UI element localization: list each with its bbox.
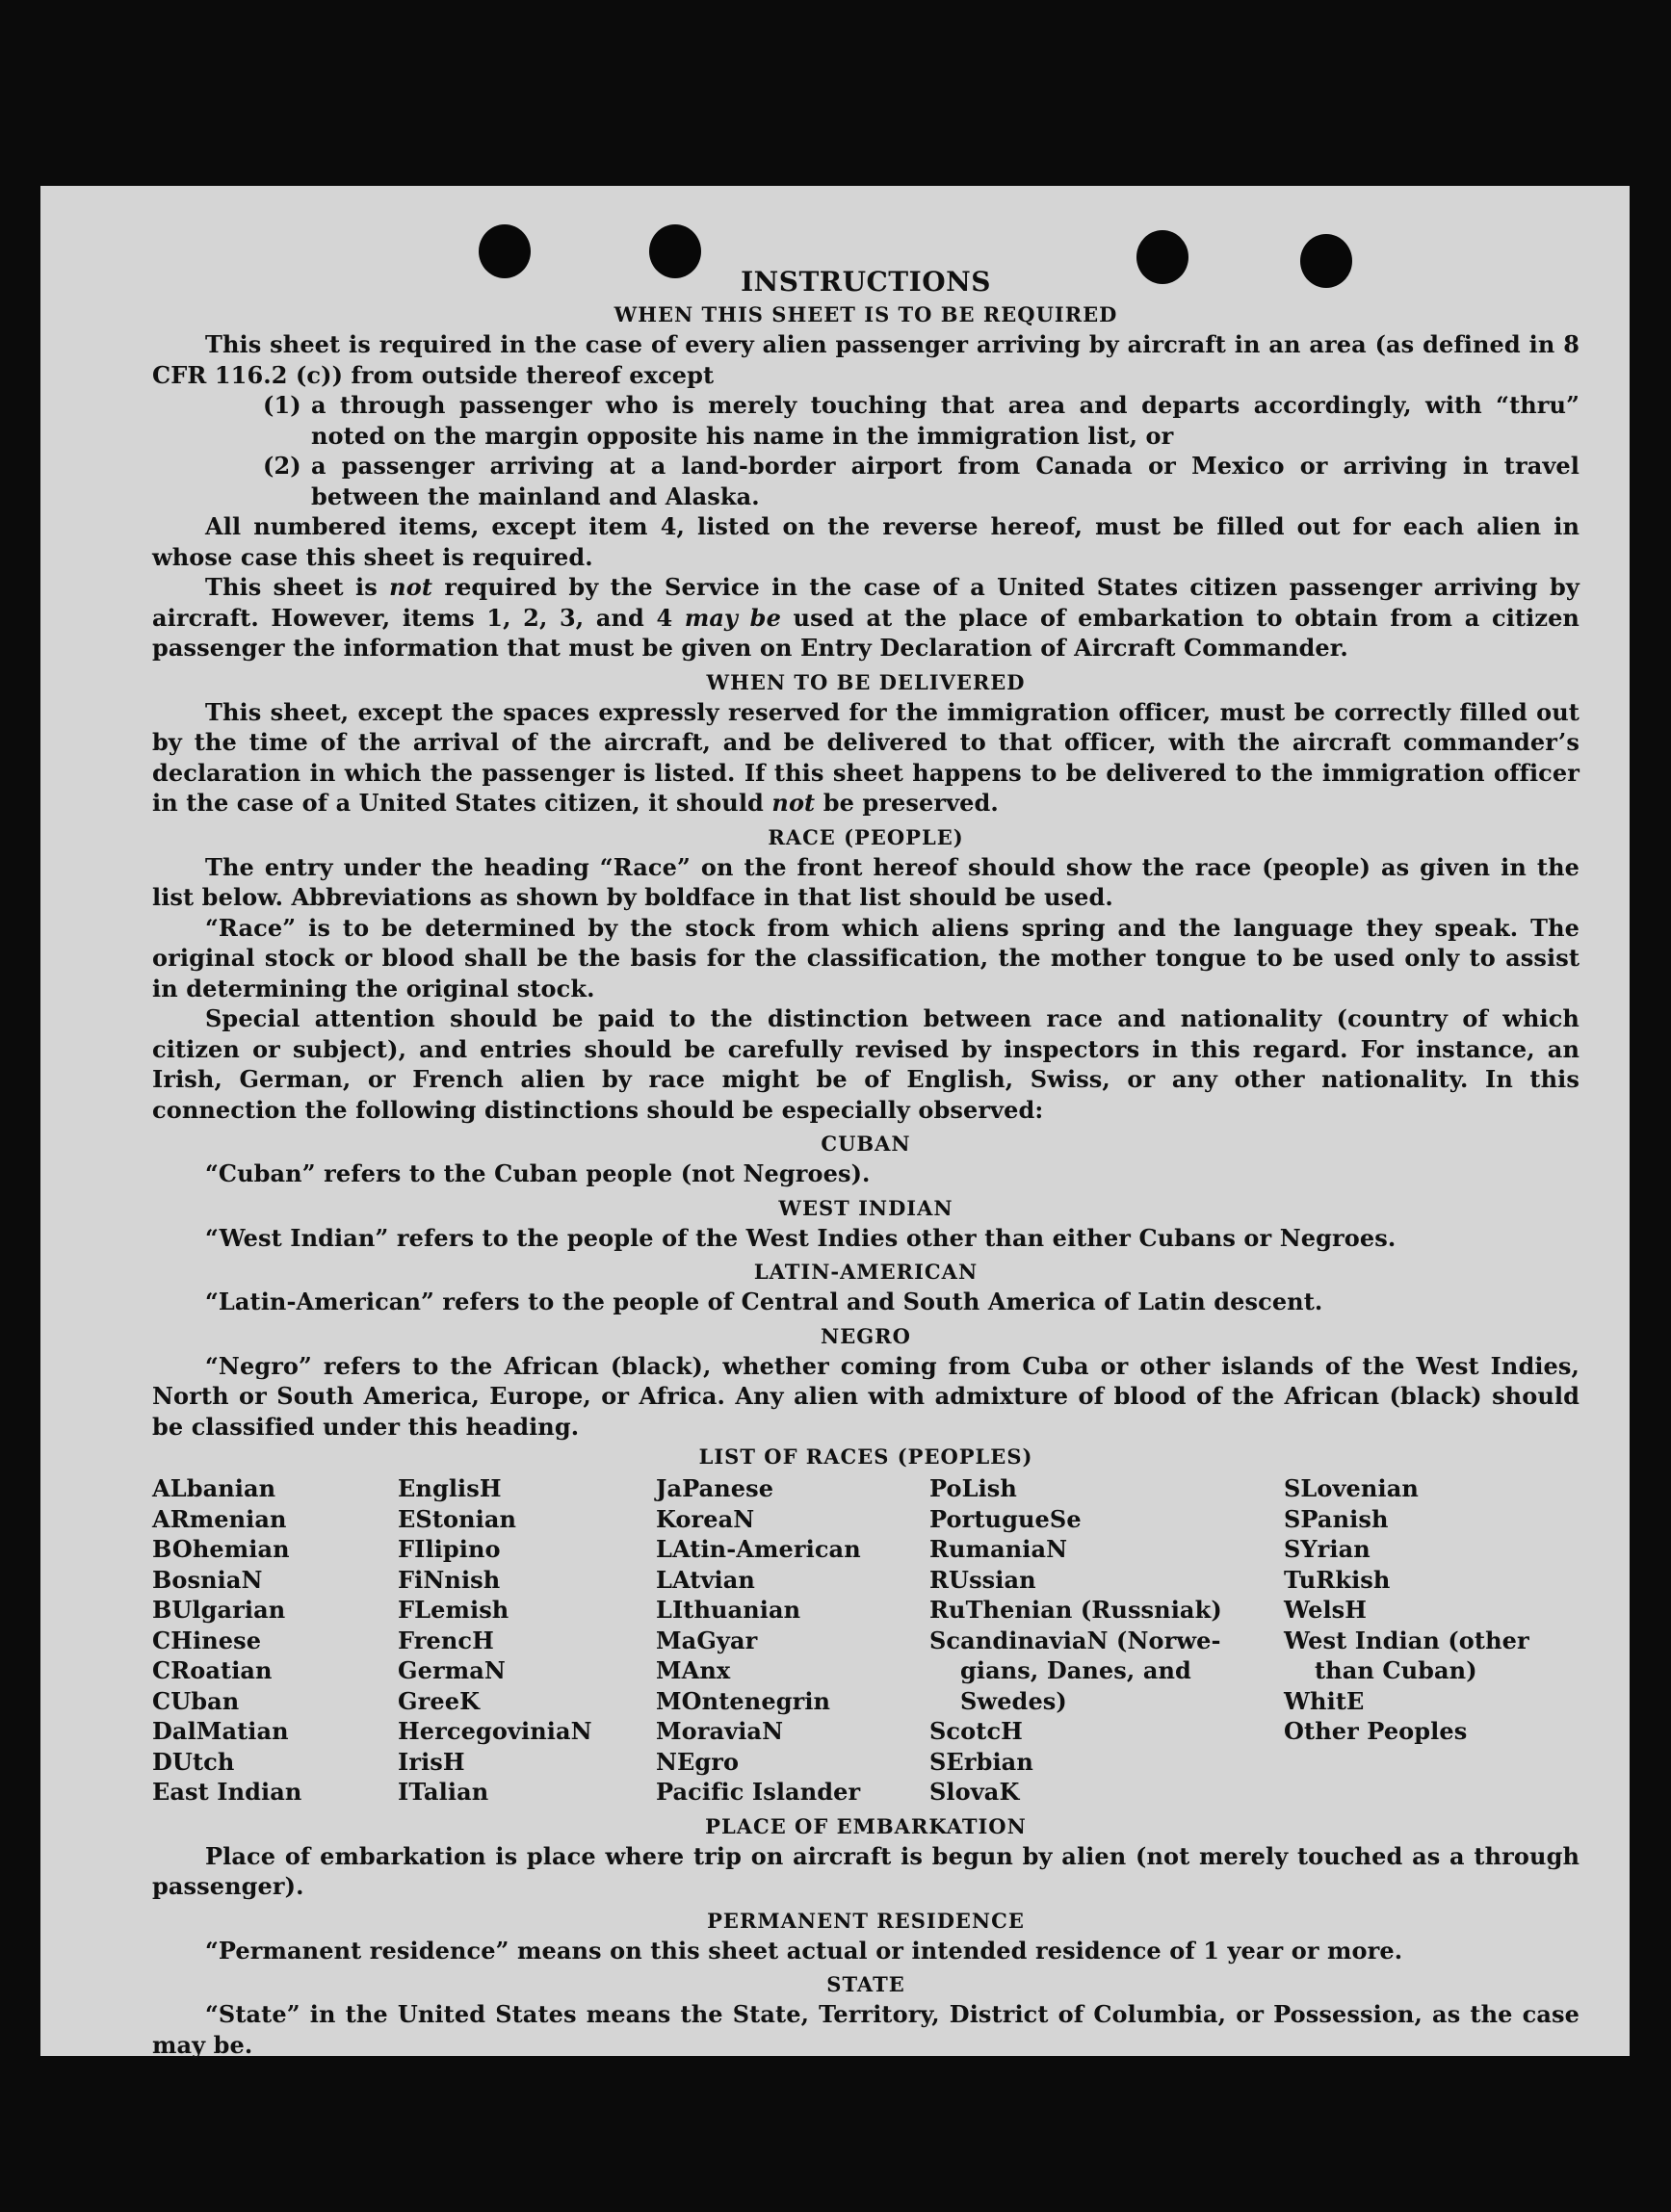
- cuban-text: “Cuban” refers to the Cuban people (not Negroes).: [205, 1159, 871, 1187]
- race-entry: ALbanian: [152, 1474, 276, 1502]
- race-entry: SErbian: [929, 1747, 1033, 1776]
- race-entry: CUban: [152, 1686, 240, 1715]
- race-entry: IrisH: [398, 1747, 465, 1776]
- races-column-3: [656, 1473, 929, 1808]
- required-intro: This sheet is required in the case of every alien passenger arriving by aircraft in an area (as defined in 8 CFR 116.2 (c)) from outside thereof except: [152, 330, 1580, 389]
- race-entry: HercegoviniaN: [398, 1717, 592, 1745]
- race-entry: MOntenegrin: [656, 1686, 831, 1715]
- instructions-content: [152, 265, 1580, 2060]
- race-entry-continued: Swedes): [960, 1686, 1067, 1715]
- race-paragraph-3: Special attention should be paid to the distinction between race and nationality (country of which citizen or subject), and entries should be carefully revised by inspectors in this regard. For instance, an Irish, German, or French alien by race might be of English, Swiss, or any other nationality. In this connection the following distinctions should be especially observed:: [152, 1004, 1580, 1124]
- race-entry: EnglisH: [398, 1474, 502, 1502]
- race-entry: MoraviaN: [656, 1717, 784, 1745]
- race-entry: GermaN: [398, 1656, 506, 1684]
- races-column-5: [1284, 1473, 1573, 1808]
- races-column-1: [152, 1473, 398, 1808]
- race-entry: East Indian: [152, 1778, 302, 1806]
- negro-text: “Negro” refers to the African (black), whether coming from Cuba or other islands of the West Indies, North or South America, Europe, or Africa. Any alien with admixture of blood of the African (black) should be classified under this heading.: [152, 1351, 1580, 1441]
- race-entry: JaPanese: [656, 1474, 774, 1502]
- residence-text: “Permanent residence” means on this sheet actual or intended residence of 1 year or more.: [205, 1936, 1403, 1965]
- race-entry: DalMatian: [152, 1717, 289, 1745]
- race-entry: SYrian: [1284, 1535, 1371, 1563]
- race-entry: SPanish: [1284, 1504, 1389, 1533]
- race-entry: DUtch: [152, 1747, 235, 1776]
- race-entry: LAtin-American: [656, 1535, 861, 1563]
- race-entry: FiNnish: [398, 1565, 501, 1594]
- race-entry: Other Peoples: [1284, 1717, 1468, 1745]
- section-title-latin-american: LATIN-AMERICAN: [753, 1260, 979, 1284]
- section-title-delivered: WHEN TO BE DELIVERED: [706, 669, 1026, 694]
- race-entry: BOhemian: [152, 1535, 290, 1563]
- section-title-list-of-races: LIST OF RACES (PEOPLES): [698, 1444, 1033, 1469]
- exception-item: [263, 451, 1580, 511]
- section-title-residence: PERMANENT RESIDENCE: [707, 1908, 1025, 1933]
- race-entry: SLovenian: [1284, 1474, 1419, 1502]
- section-title-race: RACE (PEOPLE): [768, 824, 964, 849]
- race-entry: NEgro: [656, 1747, 740, 1776]
- race-entry: LAtvian: [656, 1565, 755, 1594]
- race-entry: ITalian: [398, 1778, 489, 1806]
- race-entry: RuThenian (Russniak): [929, 1596, 1222, 1624]
- race-entry: LIthuanian: [656, 1596, 801, 1624]
- exception-text: a passenger arriving at a land-border airport from Canada or Mexico or arriving in travel between the mainland and Alaska.: [311, 452, 1580, 510]
- race-entry: KoreaN: [656, 1504, 755, 1533]
- exception-text: a through passenger who is merely touching that area and departs accordingly, with “thru” noted on the margin opposite his name in the immigration list, or: [311, 391, 1580, 450]
- state-text: “State” in the United States means the State, Territory, District of Columbia, or Possession, as the case may be.: [152, 2000, 1580, 2059]
- delivered-paragraph: This sheet, except the spaces expressly reserved for the immigration officer, must be correctly filled out by the time of the arrival of the aircraft, and be delivered to that officer, with the aircraft commander’s declaration in which the passenger is listed. If this sheet happens to be delivered to the immigration officer in the case of a United States citizen, it should not be preserved.: [152, 697, 1580, 817]
- race-entry: CRoatian: [152, 1656, 273, 1684]
- race-entry: RumaniaN: [929, 1535, 1068, 1563]
- race-entry: EStonian: [398, 1504, 517, 1533]
- exception-number: (1): [263, 391, 301, 419]
- race-paragraph-2: “Race” is to be determined by the stock from which aliens spring and the language they speak. The original stock or blood shall be the basis for the classification, the mother tongue to be used only to assist in determining the original stock.: [152, 913, 1580, 1002]
- section-title-required: WHEN THIS SHEET IS TO BE REQUIRED: [614, 302, 1118, 326]
- race-entry: WelsH: [1284, 1596, 1368, 1624]
- west-indian-text: “West Indian” refers to the people of the West Indies other than either Cubans or Negroes.: [205, 1223, 1397, 1252]
- embarkation-text: Place of embarkation is place where trip on aircraft is begun by alien (not merely touched as a through passenger).: [152, 1841, 1580, 1900]
- race-entry: FIlipino: [398, 1535, 501, 1563]
- race-paragraph-1: The entry under the heading “Race” on the front hereof should show the race (people) as given in the list below. Abbreviations as shown by boldface in that list should be used.: [152, 852, 1580, 911]
- race-entry: MAnx: [656, 1656, 731, 1684]
- section-title-state: STATE: [826, 1972, 905, 1996]
- exception-item: [263, 390, 1580, 451]
- race-entry: Pacific Islander: [656, 1778, 861, 1806]
- document-page: [40, 186, 1630, 2059]
- race-entry: PortugueSe: [929, 1504, 1082, 1533]
- latin-american-text: “Latin-American” refers to the people of Central and South America of Latin descent.: [205, 1288, 1323, 1315]
- race-entry: FrencH: [398, 1626, 494, 1654]
- race-entry: BosniaN: [152, 1565, 263, 1594]
- race-entry: West Indian (other: [1284, 1626, 1529, 1654]
- race-entry: ScotcH: [929, 1717, 1023, 1745]
- races-column-4: [929, 1473, 1284, 1808]
- races-list: [152, 1473, 1580, 1808]
- exception-number: (2): [263, 452, 301, 480]
- page-title: INSTRUCTIONS: [741, 266, 991, 298]
- required-paragraph-3: This sheet is not required by the Service in the case of a United States citizen passenger arriving by aircraft. However, items 1, 2, 3, and 4 may be used at the place of embarkation to obtain from a citizen passenger the information that must be given on Entry Declaration of Aircraft Commander.: [152, 573, 1580, 662]
- section-title-cuban: CUBAN: [821, 1132, 911, 1156]
- race-entry-continued: gians, Danes, and: [960, 1656, 1191, 1684]
- required-paragraph-2: All numbered items, except item 4, listed on the reverse hereof, must be filled out for each alien in whose case this sheet is required.: [152, 512, 1580, 571]
- race-entry: TuRkish: [1284, 1565, 1391, 1594]
- race-entry: BUlgarian: [152, 1596, 286, 1624]
- race-entry: FLemish: [398, 1596, 509, 1624]
- race-entry: ARmenian: [152, 1504, 287, 1533]
- race-entry: MaGyar: [656, 1626, 758, 1654]
- races-column-2: [398, 1473, 656, 1808]
- race-entry: RUssian: [929, 1565, 1036, 1594]
- section-title-negro: NEGRO: [821, 1323, 911, 1348]
- race-entry: CHinese: [152, 1626, 262, 1654]
- race-entry: SlovaK: [929, 1778, 1020, 1806]
- race-entry: GreeK: [398, 1686, 481, 1715]
- race-entry: PoLish: [929, 1474, 1017, 1502]
- section-title-west-indian: WEST INDIAN: [778, 1195, 953, 1220]
- race-entry: ScandinaviaN (Norwe-: [929, 1626, 1221, 1654]
- section-title-embarkation: PLACE OF EMBARKATION: [705, 1813, 1027, 1838]
- race-entry-continued: than Cuban): [1315, 1656, 1477, 1684]
- race-entry: WhitE: [1284, 1686, 1365, 1715]
